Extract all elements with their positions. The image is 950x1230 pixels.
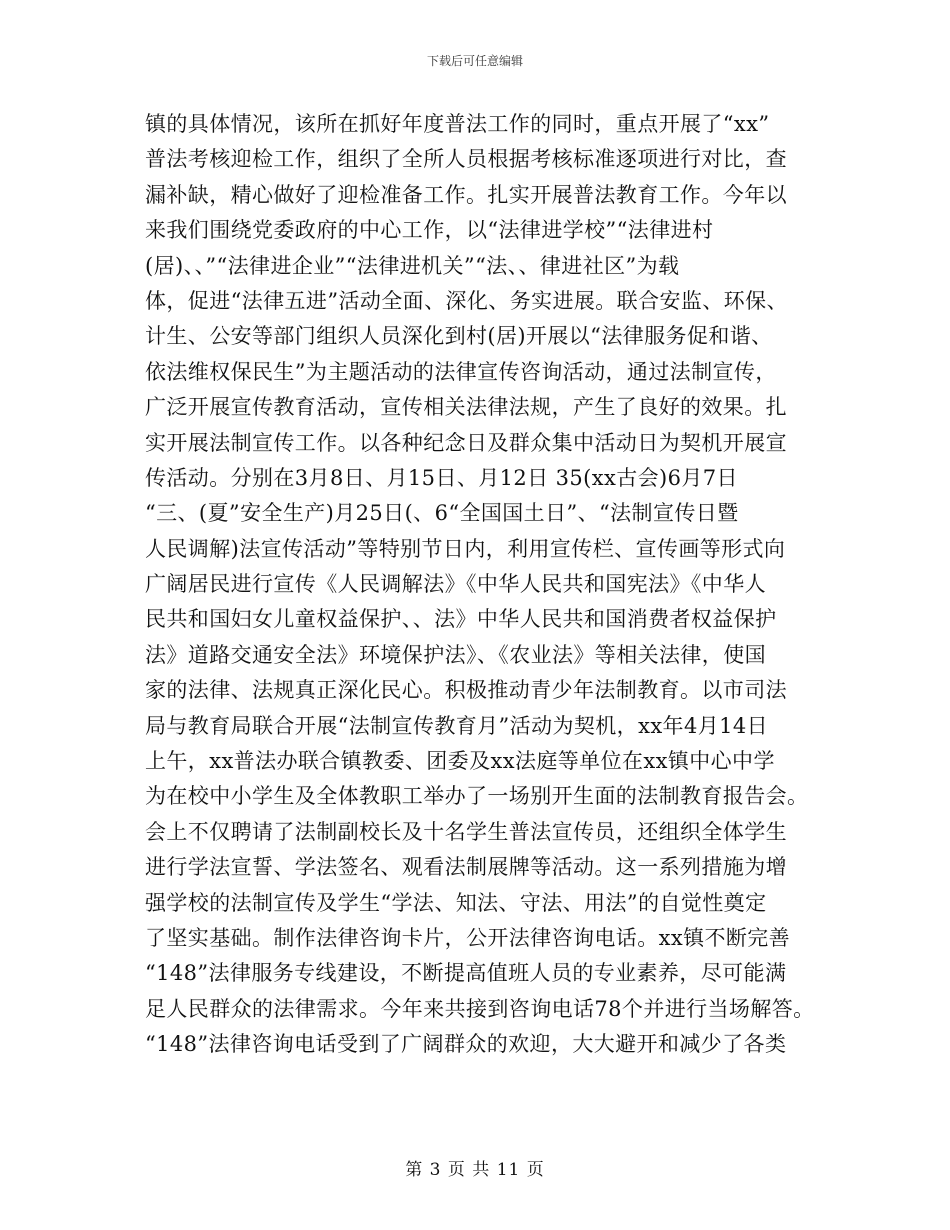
body-line: 了坚实基础。制作法律咨询卡片，公开法律咨询电话。xx镇不断完善 [145,925,791,950]
body-line: 镇的具体情况，该所在抓好年度普法工作的同时，重点开展了“xx” [145,112,770,136]
body-line: 依法维权保民生”为主题活动的法律宣传咨询活动，通过法制宣传， [145,359,777,384]
body-line: 实开展法制宣传工作。以各种纪念日及群众集中活动日为契机开展宣 [145,430,787,455]
body-line: 传活动。分别在3月8日、月15日、月12日 35(xx古会)6月7日 [145,465,738,490]
page-number-footer: 第 3 页 共 11 页 [405,1160,545,1180]
document-body [145,107,825,1063]
body-line: 为在校中小学生及全体教职工举办了一场别开生面的法制教育报告会。 [145,784,809,809]
body-line: 漏补缺，精心做好了迎检准备工作。扎实开展普法教育工作。今年以 [145,182,787,207]
body-line: 足人民群众的法律需求。今年来共接到咨询电话78个并进行当场解答。 [145,996,815,1021]
body-line: 计生、公安等部门组织人员深化到村(居)开展以“法律服务促和谐、 [145,324,773,349]
body-line: 来我们围绕党委政府的中心工作，以“法律进学校”“法律进村 [145,218,714,243]
body-line: 广阔居民进行宣传《人民调解法》《中华人民共和国宪法》《中华人 [145,572,766,597]
body-line: 局与教育局联合开展“法制宣传教育月”活动为契机，xx年4月14日 [145,713,769,738]
body-line: 体，促进“法律五进”活动全面、深化、务实进展。联合安监、环保、 [145,288,788,313]
body-line: 普法考核迎检工作，组织了全所人员根据考核标准逐项进行对比，查 [145,147,787,172]
body-line: 强学校的法制宣传及学生“学法、知法、守法、用法”的自觉性奠定 [145,890,767,915]
body-line: 民共和国妇女儿童权益保护、、法》中华人民共和国消费者权益保护 [145,607,777,632]
page-header: 下载后可任意编辑 [426,54,523,68]
body-line: “148”法律咨询电话受到了广阔群众的欢迎，大大避开和减少了各类 [145,1032,787,1057]
body-line: (居)、、”“法律进企业”“法律进机关”“法、、律进社区”为载 [145,253,680,278]
body-line: 会上不仅聘请了法制副校长及十名学生普法宣传员，还组织全体学生 [145,819,787,844]
body-line: 家的法律、法规真正深化民心。积极推动青少年法制教育。以市司法 [145,678,787,703]
body-line: “148”法律服务专线建设，不断提高值班人员的专业素养，尽可能满 [145,961,787,986]
body-line: “三、(夏”安全生产)月25日(、6“全国国土日”、“法制宣传日暨 [145,501,739,526]
body-line: 人民调解)法宣传活动”等特别节日内，利用宣传栏、宣传画等形式向 [145,536,786,561]
body-line: 进行学法宣誓、学法签名、观看法制展牌等活动。这一系列措施为增 [145,855,787,880]
body-line: 广泛开展宣传教育活动，宣传相关法律法规，产生了良好的效果。扎 [145,395,787,420]
body-line: 法》道路交通安全法》环境保护法》、《农业法》等相关法律，使国 [145,642,766,667]
body-line: 上午，xx普法办联合镇教委、团委及xx法庭等单位在xx镇中心中学 [145,749,775,774]
